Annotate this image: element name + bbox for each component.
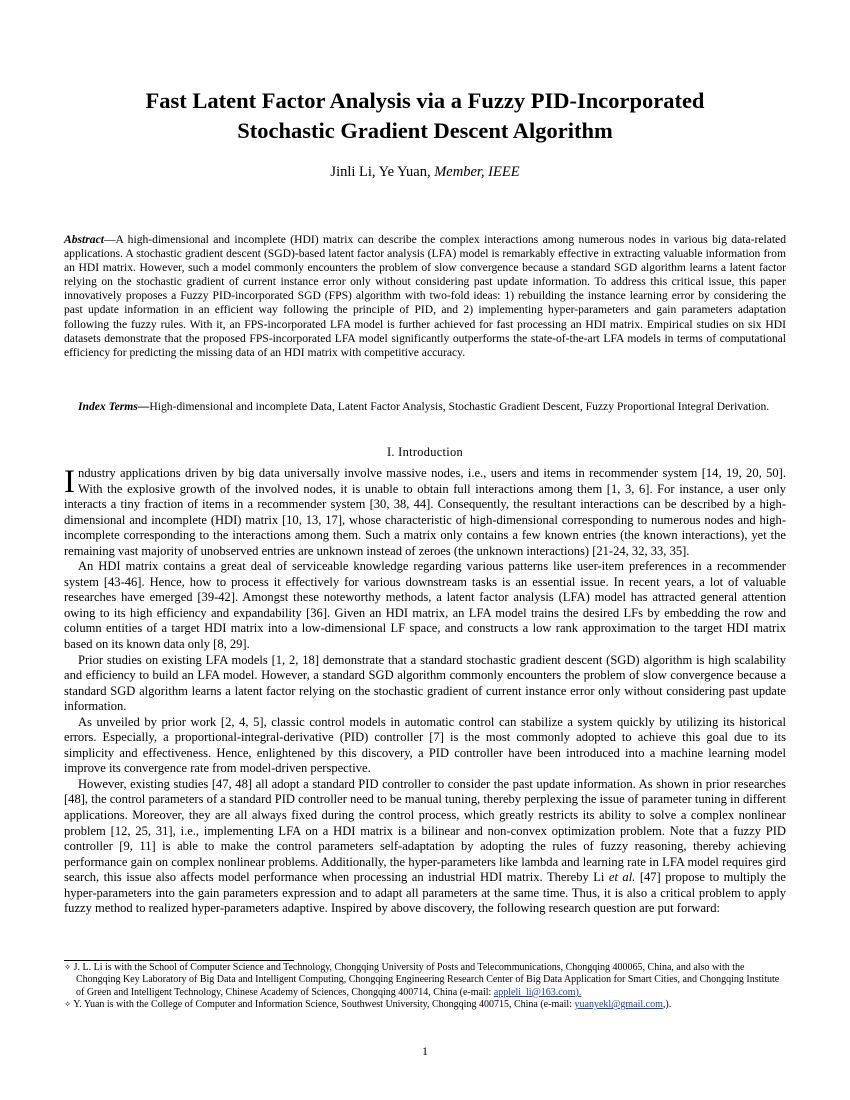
abstract-text: —A high-dimensional and incomplete (HDI) matrix can describe the complex interactions among numerous nodes in various big data-related applications. A stochastic gradient descent (SGD)-based latent factor analysis (LFA) model is remarkably effective in extracting valuable information from an HDI matrix. However, such a model commonly encounters the problem of slow convergence because a standard SGD algorithm learns a latent factor relying on the stochastic gradient of current instance error only without considering past update information. To address this critical issue, this paper innovatively proposes a Fuzzy PID-incorporated SGD (FPS) algorithm with two-fold ideas: 1) rebuilding the instance learning error by considering the past update information in an efficient way following the principle of PID, and 2) implementing hyper-parameters and gain parameters adaptation following the fuzzy rules. With it, an FPS-incorporated LFA model is further achieved for fast processing an HDI matrix. Empirical studies on six HDI datasets demonstrate that the proposed FPS-incorporated LFA model significantly outperforms the state-of-the-art LFA models in terms of computational efficiency for predicting the missing data of an HDI matrix with competitive accuracy. — [64, 233, 786, 359]
paragraph: An HDI matrix contains a great deal of serviceable knowledge regarding various patterns like user-item preferences in a recommender system [43-46]. Hence, how to process it effectively for various downstream tasks is an essential issue. In recent years, a lot of valuable researches have emerged [39-42]. Amongst these noteworthy methods, a latent factor analysis (LFA) model has attracted general attention owing to its high efficiency and expandability [36]. Given an HDI matrix, an LFA model trains the desired LFs by embedding the row and column entities of a target HDI matrix into a low-dimensional LF space, and constructs a low rank approximation to the target HDI matrix based on its known data only [8, 29]. — [64, 559, 786, 652]
abstract-label: Abstract — [64, 233, 104, 246]
footnote-text: J. L. Li is with the School of Computer Science and Technology, Chongqing University of Posts and Telecommunications, Chongqing 400065, China, and also with the Chongqing Key Laboratory of Big Data and Intelligent Computing, Chongqing Engineering Research Center of Big Data Application for Smart Cities, and Chongqing Institute of Green and Intelligent Technology, Chinese Academy of Sciences, Chongqing 400714, China (e-mail: — [73, 962, 780, 998]
abstract — [64, 233, 786, 360]
footnotes — [64, 962, 786, 1012]
index-terms — [64, 400, 786, 414]
footnote-rule — [64, 960, 294, 961]
diamond-icon: ✧ — [64, 1000, 72, 1011]
footnote-text-end: ,). — [662, 999, 672, 1011]
index-terms-text: High-dimensional and incomplete Data, Latent Factor Analysis, Stochastic Gradient Descent, Fuzzy Proportional Integral Derivation. — [149, 400, 770, 413]
title-line-2: Stochastic Gradient Descent Algorithm — [237, 118, 613, 143]
author-membership: Member, IEEE — [434, 164, 520, 180]
paper-title — [64, 86, 786, 146]
paragraph: As unveiled by prior work [2, 4, 5], classic control models in automatic control can stabilize a system quickly by utilizing its historical errors. Especially, a proportional-integral-derivative (PID) controller [7] is the most commonly adopted to achieve this goal due to its simplicity and effectiveness. Hence, enlightened by this discovery, a PID controller have been introduced into a machine learning model improve its convergence rate from model-driven perspective. — [64, 714, 786, 776]
paragraph: Prior studies on existing LFA models [1, 2, 18] demonstrate that a standard stochastic gradient descent (SGD) algorithm is high scalability and efficiency to build an LFA model. However, a standard SGD algorithm commonly encounters the problem of slow convergence because a standard SGD algorithm learns a latent factor relying on the stochastic gradient of current instance error only without considering past update information. — [64, 652, 786, 714]
title-line-1: Fast Latent Factor Analysis via a Fuzzy PID-Incorporated — [145, 88, 705, 113]
section-heading-introduction: I. Introduction — [386, 445, 464, 459]
paragraph — [64, 466, 786, 559]
footnote-author-2 — [64, 999, 786, 1011]
paragraph-text: However, existing studies [47, 48] all adopt a standard PID controller to consider the past update information. As shown in prior researches [48], the control parameters of a standard PID controller need to be manual tuning, thereby perplexing the issue of parameter tuning in different applications. Moreover, they are all always fixed during the control process, which greatly restricts its ability to solve a complex nonlinear problem [12, 25, 31], i.e., implementing LFA on a HDI matrix is a bilinear and non-convex optimization problem. Note that a fuzzy PID controller [9, 11] is able to make the control parameters self-adaptation by adopting the rules of fuzzy reasoning, thereby achieving performance gain on complex nonlinear problems. Additionally, the hyper-parameters like lambda and learning rate in LFA model requires gird search, this issue also affects model performance when processing an industrial HDI matrix. Thereby Li — [64, 776, 786, 885]
introduction-body — [64, 466, 786, 917]
footnote-text: Y. Yuan is with the College of Computer and Information Science, Southwest University, Chongqing 400715, China (e-mail: — [73, 999, 575, 1011]
author-names: Jinli Li, Ye Yuan, — [330, 164, 435, 180]
email-link[interactable]: appleli_li@163.com). — [493, 986, 582, 998]
paragraph — [64, 777, 786, 917]
diamond-icon: ✧ — [64, 963, 72, 973]
author-line — [64, 163, 786, 181]
email-link[interactable]: yuanyekl@gmail.com — [574, 999, 663, 1011]
index-terms-label: Index Terms— — [78, 400, 150, 413]
page-number: 1 — [422, 1044, 428, 1058]
drop-cap: I — [64, 464, 75, 500]
et-al: et al. — [608, 870, 636, 885]
footnote-author-1 — [64, 962, 786, 999]
paragraph-text: [47] propose to multiply the hyper-parameters into the gain parameters expression and to adapt all parameters at the same time. Thus, it is also a critical problem to apply fuzzy method to realized hyper-parameters adaptive. Inspired by above discovery, the following research question are put forward: — [64, 870, 787, 916]
paragraph-text: ndustry applications driven by big data universally involve massive nodes, i.e., users and items in recommender system [14, 19, 20, 50]. With the explosive growth of the involved nodes, it is unable to obtain full interactions among them [1, 3, 6]. For instance, a user only interacts a tiny fraction of items in a recommender system [30, 38, 44]. Consequently, the resultant interactions can be described by a high-dimensional and incomplete (HDI) matrix [10, 13, 17], whose characteristic of high-dimensional corresponding to numerous nodes and high-incomplete corresponding to the interactions among them. Such a matrix only contains a few known entries (the known interactions), yet the remaining vast majority of unobserved entries are unknown instead of zeroes (the unknown interactions) [21-24, 32, 33, 35]. — [64, 466, 786, 558]
